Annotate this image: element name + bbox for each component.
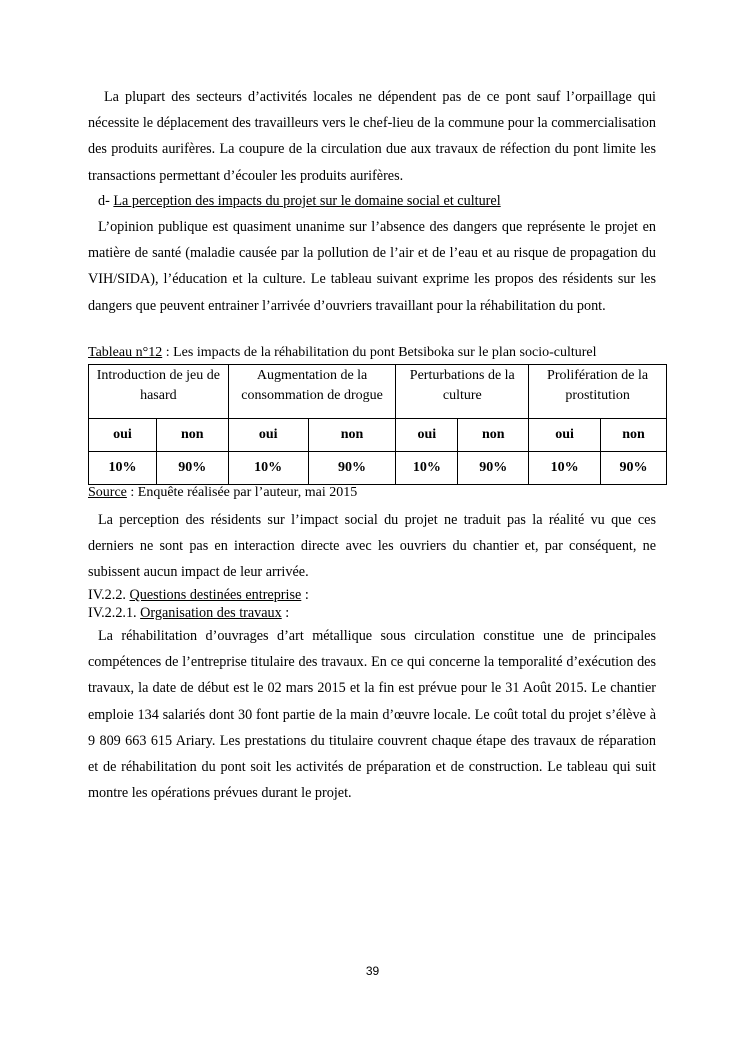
table-value-cell: 10%: [228, 452, 308, 485]
table-value-cell: 10%: [396, 452, 458, 485]
subheading-prefix: d-: [98, 193, 110, 209]
paragraph-perception: La perception des résidents sur l’impact social du projet ne traduit pas la réalité vu que ces derniers ne sont pas en interaction directe avec les ouvriers du chantier et, par conséquent, ne subissent aucun impact de leur arrivée.: [88, 512, 656, 581]
table-subheader-cell: non: [308, 419, 396, 452]
table-subheader-cell: oui: [529, 419, 601, 452]
table-value-cell: 90%: [308, 452, 396, 485]
table-subheader-cell: non: [156, 419, 228, 452]
section-suffix: :: [301, 587, 309, 603]
table-subheader-cell: oui: [89, 419, 157, 452]
table-header-row: [89, 365, 667, 419]
page-number: 39: [365, 964, 380, 978]
table-source: [88, 483, 357, 503]
source-label: Source: [88, 485, 127, 500]
table-value-cell: 90%: [458, 452, 529, 485]
table-value-row: [89, 452, 667, 485]
subheading-title: La perception des impacts du projet sur le domaine social et culturel: [113, 193, 501, 209]
section-number: IV.2.2.1.: [88, 605, 137, 621]
table-header-cell: Introduction de jeu de hasard: [89, 365, 229, 419]
table-value-cell: 10%: [89, 452, 157, 485]
paragraph-orpaillage: La plupart des secteurs d’activités locales ne dépendent pas de ce pont sauf l’orpaillage qui nécessite le déplacement des travailleurs vers le chef-lieu de la commune pour la commercialisation des produits aurifères. La coupure de la circulation due aux travaux de réfection du pont limite les transactions permettant d’écouler les produits aurifères.: [88, 89, 656, 184]
table-header-cell: Augmentation de la consommation de drogue: [228, 365, 396, 419]
impacts-table: [88, 364, 667, 485]
table-subheader-cell: oui: [396, 419, 458, 452]
table-header-cell: Prolifération de la prostitution: [529, 365, 667, 419]
section-title: Organisation des travaux: [140, 605, 282, 621]
section-heading-organisation: [88, 604, 289, 622]
table-subheader-cell: non: [458, 419, 529, 452]
table-value-cell: 90%: [156, 452, 228, 485]
table-header-cell: Perturbations de la culture: [396, 365, 529, 419]
table-subheader-row: [89, 419, 667, 452]
table-value-cell: 90%: [601, 452, 667, 485]
table-subheader-cell: non: [601, 419, 667, 452]
paragraph-public-opinion: L’opinion publique est quasiment unanime sur l’absence des dangers que représente le projet en matière de santé (maladie causée par la pollution de l’air et de l’eau et au risque de propagation du VIH/SIDA), l’éducation et la culture. Le tableau suivant exprime les propos des résidents sur les dangers que peuvent entrainer l’arrivée d’ouvriers travaillant pour la réhabilitation du pont.: [88, 219, 656, 314]
section-suffix: :: [281, 605, 290, 621]
table-subheader-cell: oui: [228, 419, 308, 452]
section-number: IV.2.2.: [88, 587, 126, 603]
table-caption: [88, 343, 688, 363]
section-heading-questions: [88, 586, 309, 604]
paragraph-organisation: La réhabilitation d’ouvrages d’art métallique sous circulation constitue une de principales compétences de l’entreprise titulaire des travaux. En ce qui concerne la temporalité d’exécution des travaux, la date de début est le 02 mars 2015 et la fin est prévue pour le 31 Août 2015. Le chantier emploie 134 salariés dont 30 font partie de la main d’œuvre locale. Le coût total du projet s’élève à 9 809 663 615 Ariary. Les prestations du titulaire couvrent chaque étape des travaux de réparation et de réhabilitation du pont soit les activités de préparation et de construction. Le tableau qui suit montre les opérations prévues durant le projet.: [88, 628, 656, 802]
section-title: Questions destinées entreprise: [129, 587, 302, 603]
table-caption-text: : Les impacts de la réhabilitation du pont Betsiboka sur le plan socio-culturel: [162, 345, 597, 360]
subheading-social-cultural: [88, 188, 656, 214]
table-caption-label: Tableau n°12: [88, 345, 163, 360]
source-text: : Enquête réalisée par l’auteur, mai 2015: [126, 485, 358, 500]
table-value-cell: 10%: [529, 452, 601, 485]
